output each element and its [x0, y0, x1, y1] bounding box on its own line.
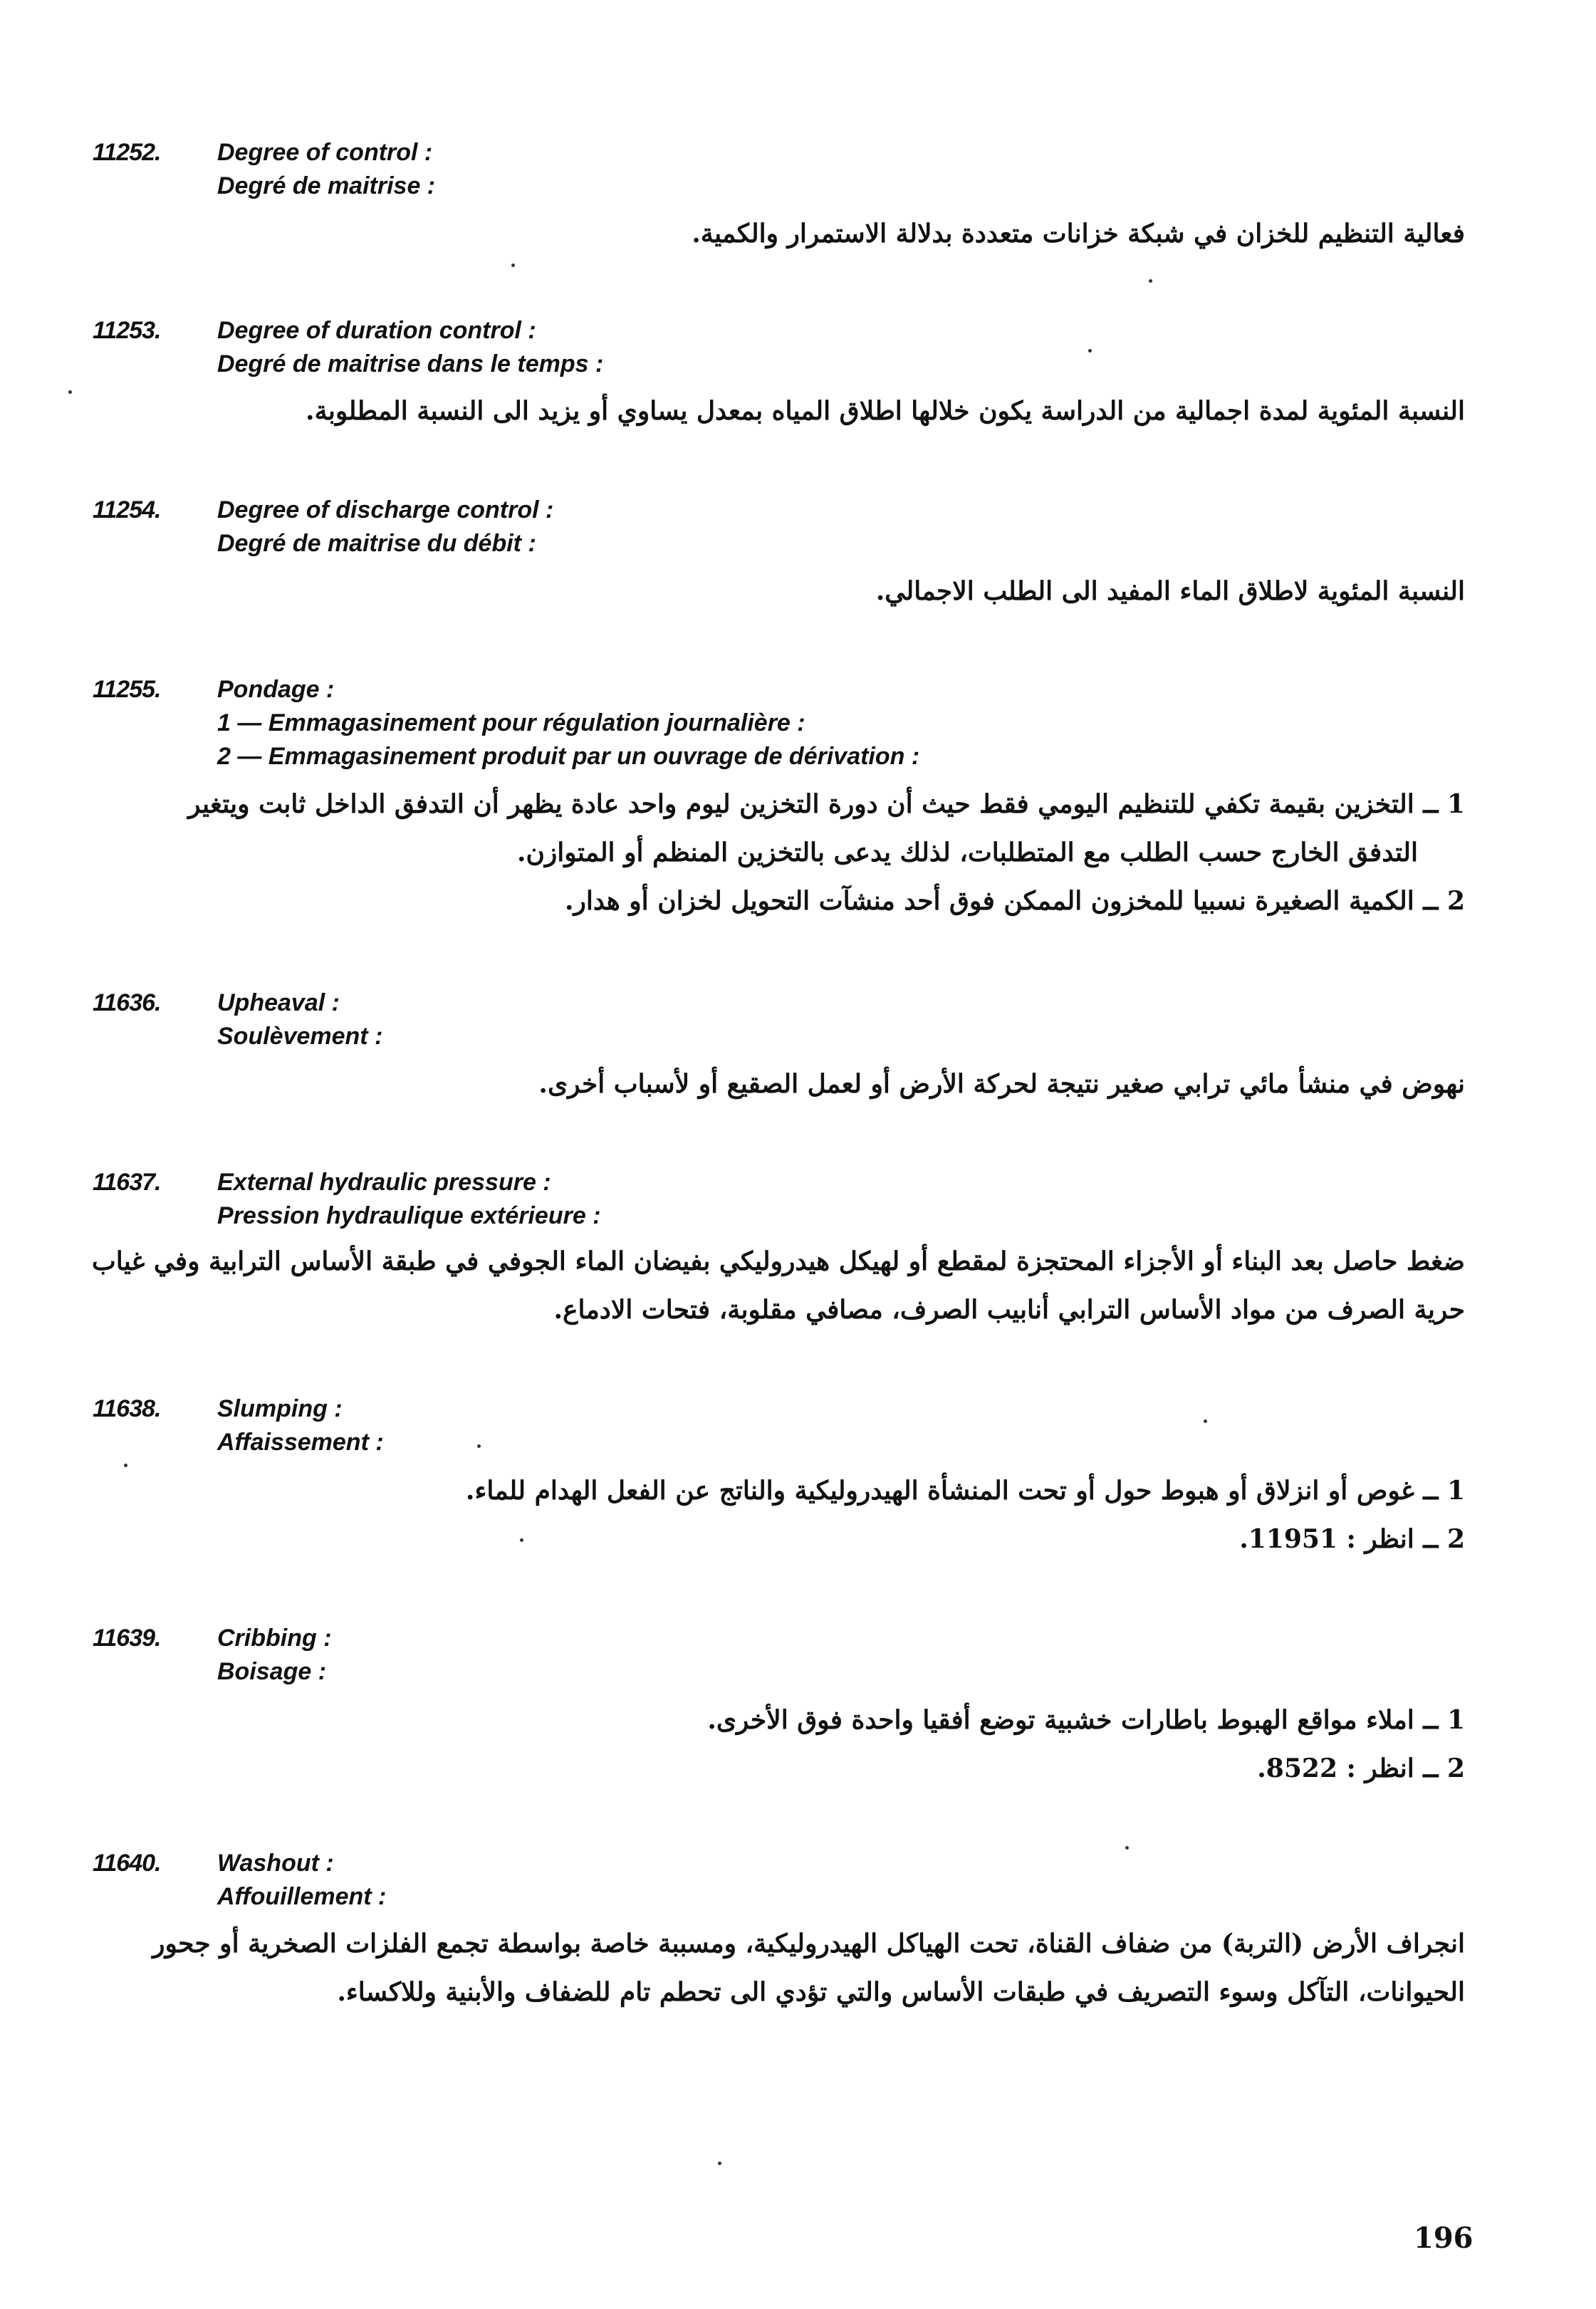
arabic-definition: نهوض في منشأ مائي ترابي صغير نتيجة لحركة الأرض أو لعمل الصقيع أو لأسباب أخرى.: [538, 1069, 1465, 1099]
arabic-definition-1: 1 ــ التخزين بقيمة تكفي للتنظيم اليومي فقط حيث أن دورة التخزين ليوم واحد عادة يظهر أن التدفق الداخل ثابت ويتغير: [188, 789, 1465, 819]
term-english: Cribbing :: [217, 1625, 332, 1652]
term-english: Degree of control :: [217, 139, 433, 166]
entry-number: 11252.: [93, 139, 161, 166]
scan-speck: [124, 1464, 127, 1467]
arabic-definition-2: 2 ــ انظر : 11951.: [1239, 1524, 1465, 1554]
entry-number: 11254.: [93, 496, 161, 523]
term-english: Pondage :: [217, 676, 335, 703]
arabic-definition-1: ضغط حاصل بعد البناء أو الأجزاء المحتجزة لمقطع أو لهيكل هيدروليكي بفيضان الماء الجوفي في طبقة الأساس الترابية وفي غياب: [91, 1246, 1465, 1276]
term-french: Pression hydraulique extérieure :: [217, 1202, 601, 1229]
scan-speck: [68, 390, 72, 394]
scan-speck: [1125, 1846, 1129, 1850]
term-french-sense-1: 1 — Emmagasinement pour régulation journalière :: [217, 709, 805, 736]
term-french: Boisage :: [217, 1658, 327, 1685]
term-french: Affaissement :: [217, 1429, 384, 1456]
arabic-definition-1-cont: حرية الصرف من مواد الأساس الترابي أنابيب الصرف، مصافي مقلوبة، فتحات الادماع.: [553, 1295, 1465, 1325]
arabic-definition: النسبة المئوية لمدة اجمالية من الدراسة يكون خلالها اطلاق المياه بمعدل يساوي أو يزيد الى النسبة المطلوبة.: [306, 396, 1465, 426]
term-french-sense-2: 2 — Emmagasinement produit par un ouvrage de dérivation :: [217, 743, 920, 770]
arabic-definition-1: انجراف الأرض (التربة) من ضفاف القناة، تحت الهياكل الهيدروليكية، ومسببة خاصة بواسطة تجمع الفلزات الصخرية أو جحور: [152, 1929, 1465, 1959]
term-french: Degré de maitrise dans le temps :: [217, 350, 604, 377]
entry-number: 11639.: [93, 1625, 161, 1652]
arabic-definition-2: 2 ــ الكمية الصغيرة نسبيا للمخزون الممكن فوق أحد منشآت التحويل لخزان أو هدار.: [564, 886, 1465, 916]
entry-number: 11640.: [93, 1850, 161, 1877]
arabic-definition-1-cont: التدفق الخارج حسب الطلب مع المتطلبات، لذلك يدعى بالتخزين المنظم أو المتوازن.: [516, 838, 1418, 867]
term-english: Washout :: [217, 1850, 334, 1877]
arabic-definition-1-cont: الحيوانات، التآكل وسوء التصريف في طبقات الأساس والتي تؤدي الى تحطم تام للضفاف والأبنية وللاكساء.: [337, 1977, 1465, 2007]
scan-speck: [520, 1538, 523, 1542]
term-french: Soulèvement :: [217, 1023, 383, 1050]
term-french: Affouillement :: [217, 1883, 387, 1910]
entry-number: 11638.: [93, 1395, 161, 1422]
entry-number: 11636.: [93, 989, 161, 1016]
term-french: Degré de maitrise :: [217, 172, 436, 199]
term-english: Upheaval :: [217, 989, 340, 1016]
arabic-definition: النسبة المئوية لاطلاق الماء المفيد الى الطلب الاجمالي.: [875, 576, 1465, 606]
entry-number: 11253.: [93, 317, 161, 344]
term-english: Slumping :: [217, 1395, 343, 1422]
scan-speck: [511, 264, 515, 267]
arabic-definition-1: 1 ــ غوص أو انزلاق أو هبوط حول أو تحت المنشأة الهيدروليكية والناتج عن الفعل الهدام للماء.: [465, 1476, 1465, 1506]
scan-speck: [477, 1444, 481, 1448]
page-number: 196: [1414, 2221, 1474, 2255]
term-english: External hydraulic pressure :: [217, 1169, 551, 1196]
term-english: Degree of discharge control :: [217, 496, 554, 523]
term-french: Degré de maitrise du débit :: [217, 530, 536, 557]
arabic-definition: فعالية التنظيم للخزان في شبكة خزانات متعددة بدلالة الاستمرار والكمية.: [692, 219, 1465, 249]
arabic-definition-2: 2 ــ انظر : 8522.: [1257, 1753, 1465, 1783]
scan-speck: [1204, 1419, 1207, 1423]
entry-number: 11637.: [93, 1169, 161, 1196]
arabic-definition-1: 1 ــ املاء مواقع الهبوط باطارات خشبية توضع أفقيا واحدة فوق الأخرى.: [707, 1705, 1465, 1735]
entry-number: 11255.: [93, 676, 161, 703]
scan-speck: [1088, 349, 1092, 353]
term-english: Degree of duration control :: [217, 317, 536, 344]
scan-speck: [718, 2162, 721, 2165]
scan-speck: [1149, 279, 1152, 283]
